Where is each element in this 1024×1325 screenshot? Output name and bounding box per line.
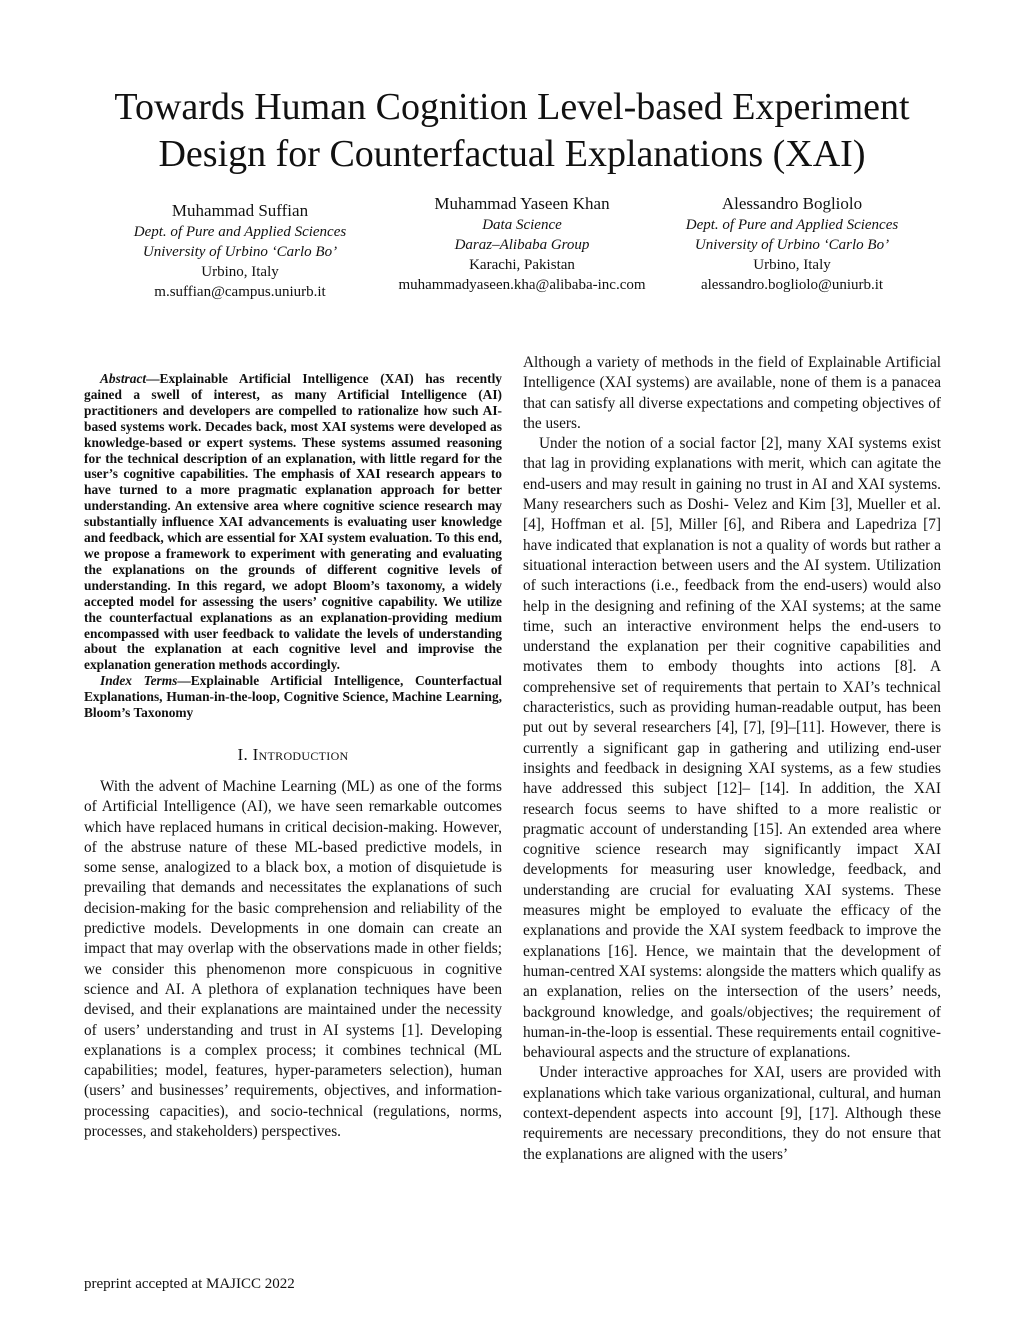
left-column bbox=[84, 352, 502, 1142]
title-line-2: Design for Counterfactual Explanations (XAI) bbox=[158, 133, 866, 175]
intro-paragraph-4: Under interactive approaches for XAI, users are provided with explanations which take various organizational, cultural, and human context-dependent aspects into account [9], [17]. Although these requirements are necessary preconditions, they do not ensure that the explanations are aligned with the users’ bbox=[523, 1064, 941, 1163]
index-terms-label: Index Terms bbox=[100, 673, 178, 689]
author-name: Alessandro Bogliolo bbox=[721, 194, 863, 213]
author-email: muhammadyaseen.kha@alibaba-inc.com bbox=[398, 277, 646, 293]
author-name: Muhammad Suffian bbox=[171, 201, 309, 220]
section-title: Introduction bbox=[252, 744, 349, 764]
preprint-footer: preprint accepted at MAJICC 2022 bbox=[84, 1276, 295, 1292]
author-location: Urbino, Italy bbox=[753, 257, 831, 273]
author-email: m.suffian@campus.uniurb.it bbox=[154, 284, 326, 300]
author-location: Karachi, Pakistan bbox=[469, 257, 575, 273]
index-terms-text: —Explainable Artificial Intelligence, Counterfactual Explanations, Human-in-the-loop, Cognitive Science, Machine Learning, Bloom’s Taxonomy bbox=[84, 673, 502, 721]
author-name: Muhammad Yaseen Khan bbox=[434, 194, 610, 213]
author-block-2 bbox=[362, 193, 682, 295]
section-number: I. bbox=[237, 744, 249, 764]
right-column bbox=[523, 353, 941, 1165]
intro-paragraph-3: Under the notion of a social factor [2], many XAI systems exist that lag in providing explanations with merit, which can agitate the end-users and may result in gaining no trust in AI and XAI systems. Many researchers such as Doshi- Velez and Kim [3], Mueller et al. [4], Hoffman et al. [5], Miller [6], and Ribera and Lapedriza [7] have indicated that explanation is not a quality of words but rather a situational interaction between users and the AI system. Utilization of such interactions (i.e., feedback from the end-users) would also help in the designing and refining of the XAI systems; at the same time, such an interactive environment helps the end-users to understand the explanation per their cognitive capabilities and motivates them to embody thoughts into actions [8]. A comprehensive set of requirements that pertain to XAI’s technical characteristics, such as providing human-readable output, has been put out by several researchers [4], [7], [9]–[11]. However, there is currently a significant gap in gathering and utilizing end-user insights and feedback in designing XAI systems, as a few studies have addressed this subject [12]– [14]. In addition, the XAI research focus seems to have shifted to a more realistic or pragmatic account of understanding [15]. An extended area where cognitive science research may significantly impact XAI developments for measuring user knowledge, feedback, and understanding are crucial for evaluating XAI systems. These measures might be employed to evaluate the efficacy of the explanations and provide the XAI system feedback to improve the explanations [16]. Hence, we maintain that the development of human-centred XAI systems: alongside the matters which qualify as an explanation, relies on the intersection of the users’ needs, background knowledge, and goals/objectives; the requirement of human-in-the-loop is essential. These requirements entail cognitive-behavioural aspects and the structure of explanations. bbox=[523, 435, 942, 1062]
paper-title bbox=[60, 84, 964, 178]
title-line-1: Towards Human Cognition Level-based Experiment bbox=[114, 86, 910, 128]
author-block-3 bbox=[652, 193, 932, 295]
author-dept: Dept. of Pure and Applied Sciences bbox=[685, 217, 899, 233]
author-email: alessandro.bogliolo@uniurb.it bbox=[700, 277, 884, 293]
intro-paragraph-1: With the advent of Machine Learning (ML) as one of the forms of Artificial Intelligence (AI), we have seen remarkable outcomes which have replaced humans in critical decision-making. However, of the abstruse nature of these ML-based predictive models, in some sense, analogized to a black box, a motion of disquietude is prevailing that demands and necessitates the explanations of such decision-making for the basic comprehension and reliability of the predictive models. Developments in one domain can create an impact that may overlap with the observations made in other fields; we consider this phenomenon more conspicuous in cognitive science and AI. A plethora of explanation techniques have been devised, and their explanations are maintained under the necessity of users’ understanding and trust in AI systems [1]. Developing explanations is a complex process; it combines technical (ML capabilities; model, features, hyper-parameters selection), human (users’ and businesses’ requirements, objectives, and information-processing capacities), and socio-technical (regulations, norms, processes, and stakeholders) perspectives. bbox=[84, 777, 502, 1140]
author-dept: Dept. of Pure and Applied Sciences bbox=[133, 224, 347, 240]
abstract-text: —Explainable Artificial Intelligence (XAI) has recently gained a swell of interest, as many Artificial Intelligence (AI) practitioners and developers are compelled to rationalize how such AI-based systems work. Decades back, most XAI systems were developed as knowledge-based or expert systems. These systems assumed reasoning for the technical description of an explanation, with little regard for the user’s cognitive capabilities. The emphasis of XAI research appears to have turned to a more pragmatic explanation approach for better understanding. An extensive area where cognitive science research may substantially influence XAI advancements is evaluating user knowledge and feedback, which are essential for XAI system evaluation. To this end, we propose a framework to experiment with generating and evaluating the explanations on the grounds of different cognitive levels of understanding. In this regard, we adopt Bloom’s taxonomy, a widely accepted model for assessing the users’ cognitive capability. We utilize the counterfactual explanations as an explanation-providing medium encompassed with user feedback to validate the levels of understanding about the explanation at each cognitive level and improvise the explanation generation methods accordingly. bbox=[84, 371, 502, 673]
author-block-1 bbox=[100, 200, 380, 302]
intro-paragraph-2: Although a variety of methods in the field of Explainable Artificial Intelligence (XAI systems) are available, none of them is a panacea that can satisfy all diverse expectations and competing objectives of the users. bbox=[523, 354, 941, 432]
index-terms bbox=[84, 673, 502, 721]
section-heading-introduction bbox=[84, 745, 502, 765]
author-org: Daraz–Alibaba Group bbox=[454, 237, 590, 253]
author-org: University of Urbino ‘Carlo Bo’ bbox=[142, 244, 338, 260]
author-location: Urbino, Italy bbox=[201, 264, 279, 280]
author-dept: Data Science bbox=[482, 217, 562, 233]
abstract bbox=[84, 371, 502, 673]
abstract-label: Abstract bbox=[100, 371, 147, 386]
author-org: University of Urbino ‘Carlo Bo’ bbox=[694, 237, 890, 253]
